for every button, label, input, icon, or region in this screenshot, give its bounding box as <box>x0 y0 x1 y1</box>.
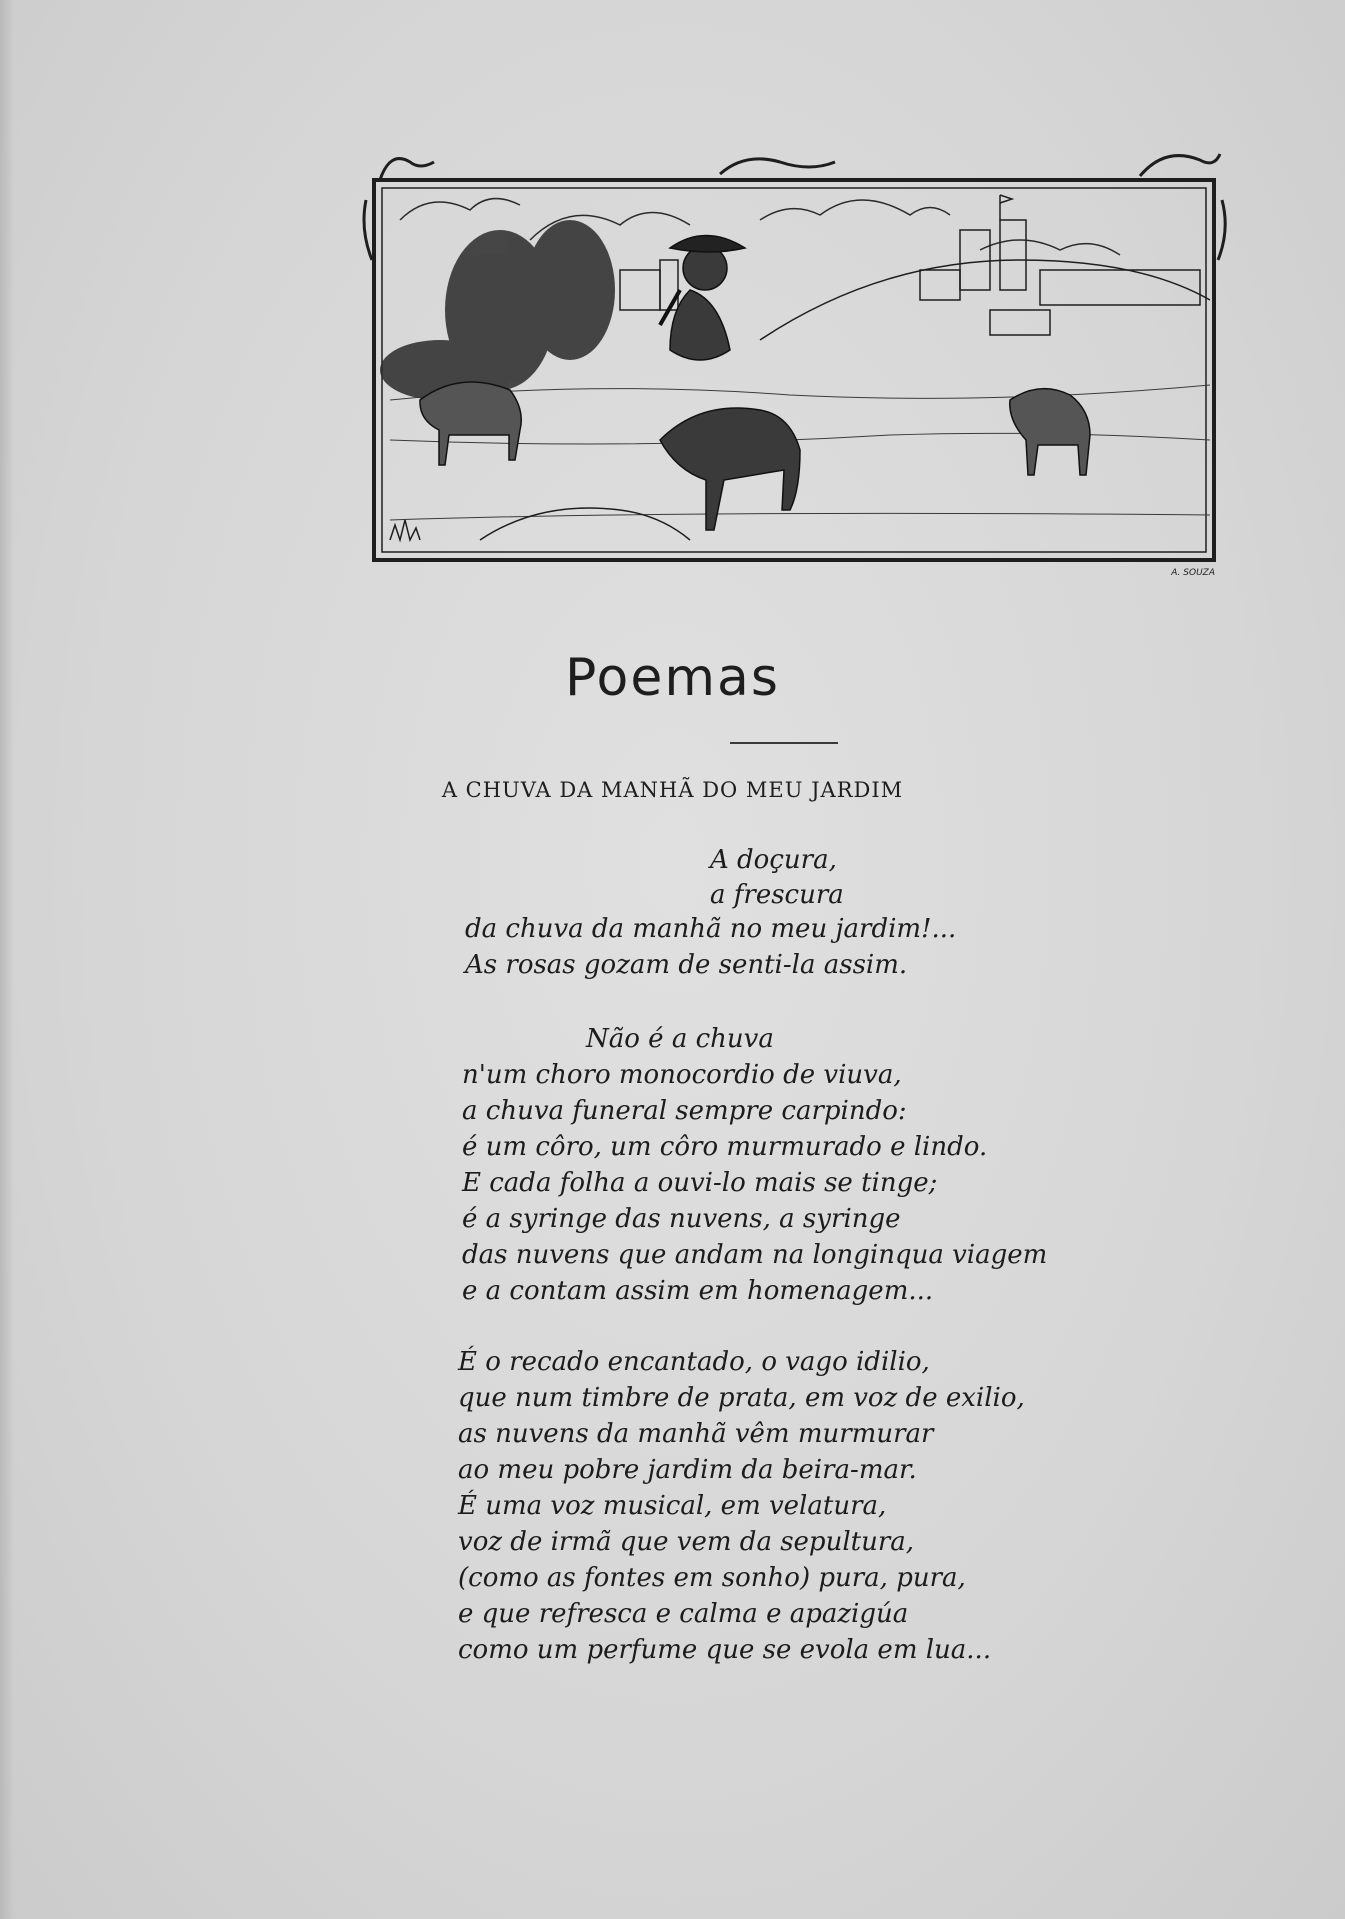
poem-line: As rosas gozam de senti-la assim. <box>465 950 908 980</box>
poem-line: A doçura, <box>710 845 837 875</box>
poem-line: é a syringe das nuvens, a syringe <box>462 1204 901 1234</box>
poem-line: É uma voz musical, em velatura, <box>458 1491 887 1521</box>
poem-title: A CHUVA DA MANHÃ DO MEU JARDIM <box>441 778 904 802</box>
poem-line: é um côro, um côro murmurado e lindo. <box>462 1132 988 1162</box>
artist-signature: A. SOUZA <box>1171 568 1215 578</box>
trees <box>380 220 615 400</box>
shepherd-on-donkey <box>660 236 800 531</box>
foreground-grass <box>390 508 690 540</box>
poem-line: É o recado encantado, o vago idilio, <box>458 1347 930 1377</box>
poem-line: E cada folha a ouvi-lo mais se tinge; <box>462 1168 938 1198</box>
poem-line: voz de irmã que vem da sepultura, <box>458 1527 915 1557</box>
poem-line: a frescura <box>710 880 844 910</box>
poem-line: n'um choro monocordio de viuva, <box>462 1060 902 1090</box>
pastoral-illustration <box>360 140 1235 580</box>
page-heading: Poemas <box>565 648 780 708</box>
poem-line: ao meu pobre jardim da beira-mar. <box>458 1455 917 1485</box>
poem-line: a chuva funeral sempre carpindo: <box>462 1096 907 1126</box>
poem-line: Não é a chuva <box>586 1024 774 1054</box>
page-edge-shadow <box>0 0 14 1919</box>
poem-line: e que refresca e calma e apazigúa <box>458 1599 909 1629</box>
poem-line: das nuvens que andam na longinqua viagem <box>462 1240 1048 1270</box>
poem-line: (como as fontes em sonho) pura, pura, <box>458 1563 966 1593</box>
poem-line: que num timbre de prata, em voz de exilio, <box>458 1383 1025 1413</box>
title-divider <box>730 742 838 744</box>
poem-line: como um perfume que se evola em lua... <box>458 1635 992 1665</box>
poem-line: as nuvens da manhã vêm murmurar <box>458 1419 934 1449</box>
poem-line: e a contam assim em homenagem... <box>462 1276 934 1306</box>
poem-line: da chuva da manhã no meu jardim!... <box>465 914 957 944</box>
